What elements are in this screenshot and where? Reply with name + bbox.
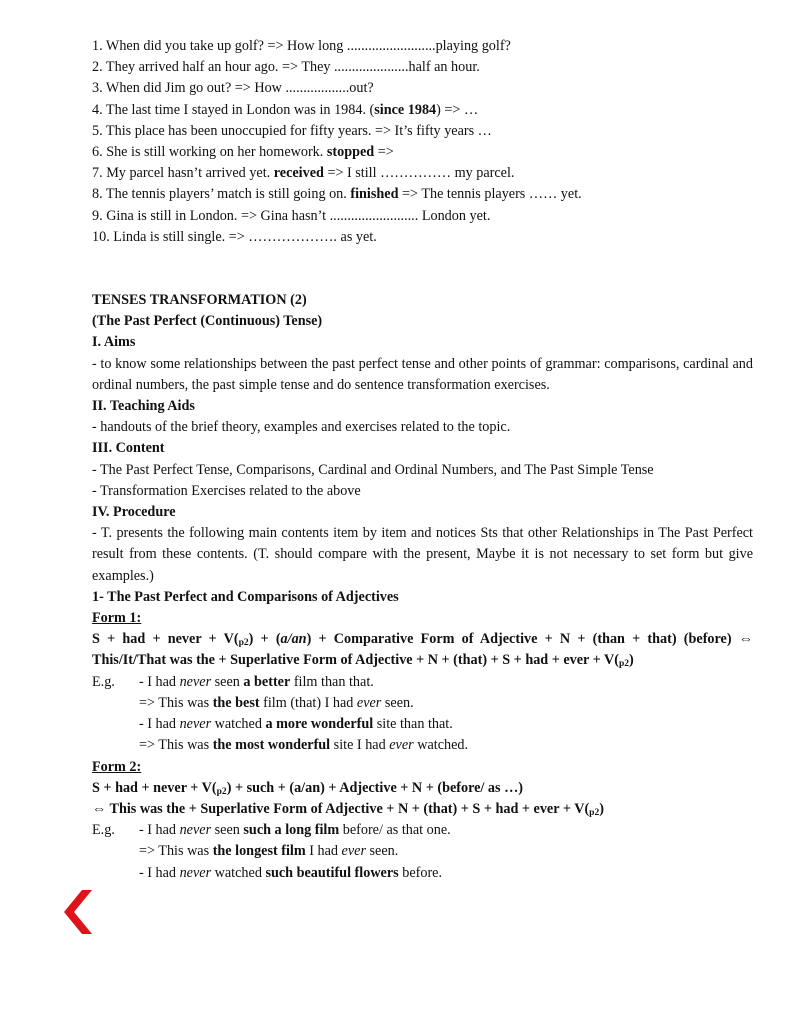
- exercise-item: 3. When did Jim go out? => How ..................out?: [92, 80, 374, 97]
- example-line: => This was the best film (that) I had ever seen.: [139, 694, 414, 711]
- aids-heading: II. Teaching Aids: [92, 398, 195, 415]
- content-text: - The Past Perfect Tense, Comparisons, Cardinal and Ordinal Numbers, and The Past Simple Tense: [92, 461, 654, 478]
- form1-label: Form 1:: [92, 610, 142, 627]
- exercise-item: 2. They arrived half an hour ago. => They .....................half an hour.: [92, 59, 480, 76]
- form2-label: Form 2:: [92, 758, 142, 775]
- form2-rule: S + had + never + $V(_{p2})$ + such + (a/an) + Adjective + N + (before/ as …): [92, 779, 523, 797]
- procedure-heading: IV. Procedure: [92, 504, 176, 521]
- exercise-item: 4. The last time I stayed in London was in 1984. (since 1984) => …: [92, 101, 479, 118]
- exercise-item: 8. The tennis players’ match is still going on. finished => The tennis players …… yet.: [92, 186, 582, 203]
- exercise-item: 6. She is still working on her homework. stopped =>: [92, 144, 394, 161]
- content-text: - Transformation Exercises related to the above: [92, 482, 361, 499]
- example-line: - I had never watched such beautiful flowers before.: [139, 864, 443, 881]
- exercise-item: 1. When did you take up golf? => How long .........................playing golf?: [92, 38, 511, 54]
- procedure-text: - T. presents the following main contents item by item and notices Sts that other Relationships in The Past Perfect result from these contents. (T. should compare with the present, Maybe it is not necessary to set form but give examples.): [92, 525, 753, 584]
- bookmark-chevron-icon[interactable]: [62, 890, 94, 936]
- example-line: [92, 820, 753, 841]
- exercise-list: [92, 36, 753, 248]
- example-text: - I had never seen a better film than that.: [139, 673, 374, 690]
- example-text: - I had never seen such a long film before/ as that one.: [139, 822, 451, 839]
- section-heading: 1- The Past Perfect and Comparisons of Adjectives: [92, 588, 399, 605]
- example-line: - I had never watched a more wonderful site than that.: [139, 716, 453, 733]
- lesson-subtitle: (The Past Perfect (Continuous) Tense): [92, 313, 323, 330]
- content-heading: III. Content: [92, 440, 165, 457]
- form2-rule: ⇔ This was the + Superlative Form of Adjective + N + (that) + S + had + ever + $V(_{p2})$: [92, 800, 604, 818]
- eg-label: E.g.: [92, 673, 115, 690]
- aims-text: - to know some relationships between the past perfect tense and other points of grammar: comparisons, cardinal and ordinal numbers, the past simple tense and do sentence transformation exercises.: [92, 355, 753, 393]
- example-line: => This was the longest film I had ever seen.: [139, 843, 399, 860]
- exercise-item: 5. This place has been unoccupied for fifty years. => It’s fifty years …: [92, 122, 492, 139]
- eg-label: E.g.: [92, 822, 115, 839]
- example-line: => This was the most wonderful site I had ever watched.: [139, 737, 469, 754]
- exercise-item: 10. Linda is still single. => ………………. as yet.: [92, 228, 377, 245]
- document-page: [92, 36, 753, 884]
- exercise-item: 7. My parcel hasn’t arrived yet. received => I still …………… my parcel.: [92, 165, 515, 182]
- aims-heading: I. Aims: [92, 334, 136, 351]
- exercise-item: 9. Gina is still in London. => Gina hasn’t ......................... London yet.: [92, 207, 491, 224]
- aids-text: - handouts of the brief theory, examples and exercises related to the topic.: [92, 419, 511, 436]
- example-line: [92, 672, 753, 693]
- lesson-title: TENSES TRANSFORMATION (2): [92, 292, 307, 309]
- form1-rule: S + had + never + $V(_{p2}) + (a/an)$ + Comparative Form of Adjective + N + (than + that) (before) ⇔ This/It/That was the + Superlative Form of Adjective + N + (that) + S + had + ever + $V(_{p2})$: [92, 631, 753, 670]
